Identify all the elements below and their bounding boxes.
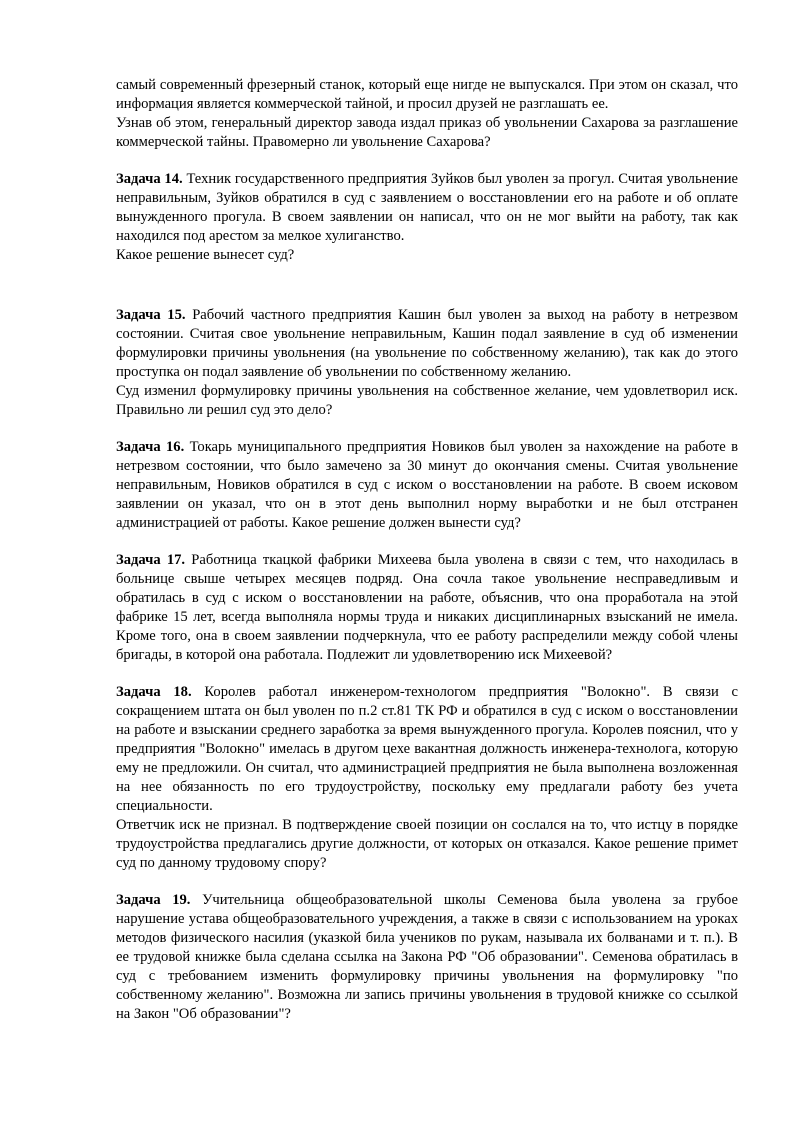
intro-paragraph: Узнав об этом, генеральный директор завода издал приказ об увольнении Сахарова за разглашение коммерческой тайны. Правомерно ли увольнение Сахарова? bbox=[116, 115, 738, 150]
task-label: Задача 17. bbox=[116, 552, 186, 568]
task-label: Задача 14. bbox=[116, 171, 183, 187]
task-paragraph bbox=[116, 891, 738, 1024]
task-paragraph bbox=[116, 306, 738, 382]
task-label: Задача 16. bbox=[116, 439, 185, 455]
intro-paragraph: самый современный фрезерный станок, который еще нигде не выпускался. При этом он сказал, что информация является коммерческой тайной, и просил друзей не разглашать ее. bbox=[116, 77, 738, 112]
task-question: Суд изменил формулировку причины увольнения на собственное желание, чем удовлетворил иск. Правильно ли решил суд это дело? bbox=[116, 383, 738, 418]
task-18 bbox=[116, 683, 738, 873]
task-17 bbox=[116, 551, 738, 665]
task-16 bbox=[116, 438, 738, 533]
task-paragraph bbox=[116, 683, 738, 816]
task-15 bbox=[116, 306, 738, 420]
task-paragraph bbox=[116, 551, 738, 665]
task-text: Учительница общеобразовательной школы Семенова была уволена за грубое нарушение устава общеобразовательного учреждения, а также в связи с использованием на уроках методов физического насилия (указкой била учеников по рукам, называла их болванами и т. п.). В ее трудовой книжке была сделана ссылка на Закона РФ "Об образовании". Семенова обратилась в суд с требованием изменить формулировку причины увольнения на формулировку "по собственному желанию". Возможна ли запись причины увольнения в трудовой книжке со ссылкой на Закон "Об образовании"? bbox=[116, 892, 738, 1022]
task-14 bbox=[116, 170, 738, 265]
task-text: Королев работал инженером-технологом предприятия "Волокно". В связи с сокращением штата он был уволен по п.2 ст.81 ТК РФ и обратился в суд с иском о восстановлении на работе и взыскании среднего заработка за время вынужденного прогула. Королев пояснил, что у предприятия "Волокно" имелась в другом цехе вакантная должность инженера-технолога, которую ему не предложили. Он считал, что администрацией предприятия не была выполнена возложенная на нее обязанность по его трудоустройству, поскольку ему предлагали работу без учета специальности. bbox=[116, 684, 739, 814]
task-paragraph bbox=[116, 170, 738, 246]
document-page bbox=[116, 76, 738, 1024]
task-19 bbox=[116, 891, 738, 1024]
task-text: Токарь муниципального предприятия Новиков был уволен за нахождение на работе в нетрезвом состоянии, что было замечено за 30 минут до окончания смены. Считая увольнение неправильным, Новиков обратился в суд с иском о восстановлении на работе. В своем исковом заявлении он указал, что он в этот день выполнил норму выработки и не был отстранен администрацией от работы. Какое решение должен вынести суд? bbox=[116, 439, 738, 531]
task-label: Задача 15. bbox=[116, 307, 186, 323]
task-paragraph bbox=[116, 438, 738, 533]
task-text: Рабочий частного предприятия Кашин был уволен за выход на работу в нетрезвом состоянии. Считая свое увольнение неправильным, Кашин подал заявление в суд об изменении формулировки причины увольнения (на увольнение по собственному желанию), так как до этого проступка он подал заявление об увольнении по собственному желанию. bbox=[116, 307, 739, 380]
task-label: Задача 18. bbox=[116, 684, 192, 700]
task-question: Какое решение вынесет суд? bbox=[116, 247, 295, 263]
task-question: Ответчик иск не признал. В подтверждение своей позиции он сослался на то, что истцу в порядке трудоустройства предлагались другие должности, от которых он отказался. Какое решение примет суд по данному трудовому спору? bbox=[116, 817, 738, 871]
task-text: Техник государственного предприятия Зуйков был уволен за прогул. Считая увольнение неправильным, Зуйков обратился в суд с заявлением о восстановлении его на работе и об оплате вынужденного прогула. В своем заявлении он написал, что он не мог выйти на работу, так как находился под арестом за мелкое хулиганство. bbox=[116, 171, 739, 244]
task-label: Задача 19. bbox=[116, 892, 191, 908]
task-text: Работница ткацкой фабрики Михеева была уволена в связи с тем, что находилась в больнице свыше четырех месяцев подряд. Она сочла такое увольнение несправедливым и обратилась в суд с иском о восстановлении на работе, объяснив, что она проработала на этой фабрике 15 лет, всегда выполняла нормы труда и никаких дисциплинарных взысканий не имела. Кроме того, она в своем заявлении подчеркнула, что ее работу распределили между собой члены бригады, в которой она работала. Подлежит ли удовлетворению иск Михеевой? bbox=[116, 552, 738, 663]
intro-block bbox=[116, 76, 738, 152]
